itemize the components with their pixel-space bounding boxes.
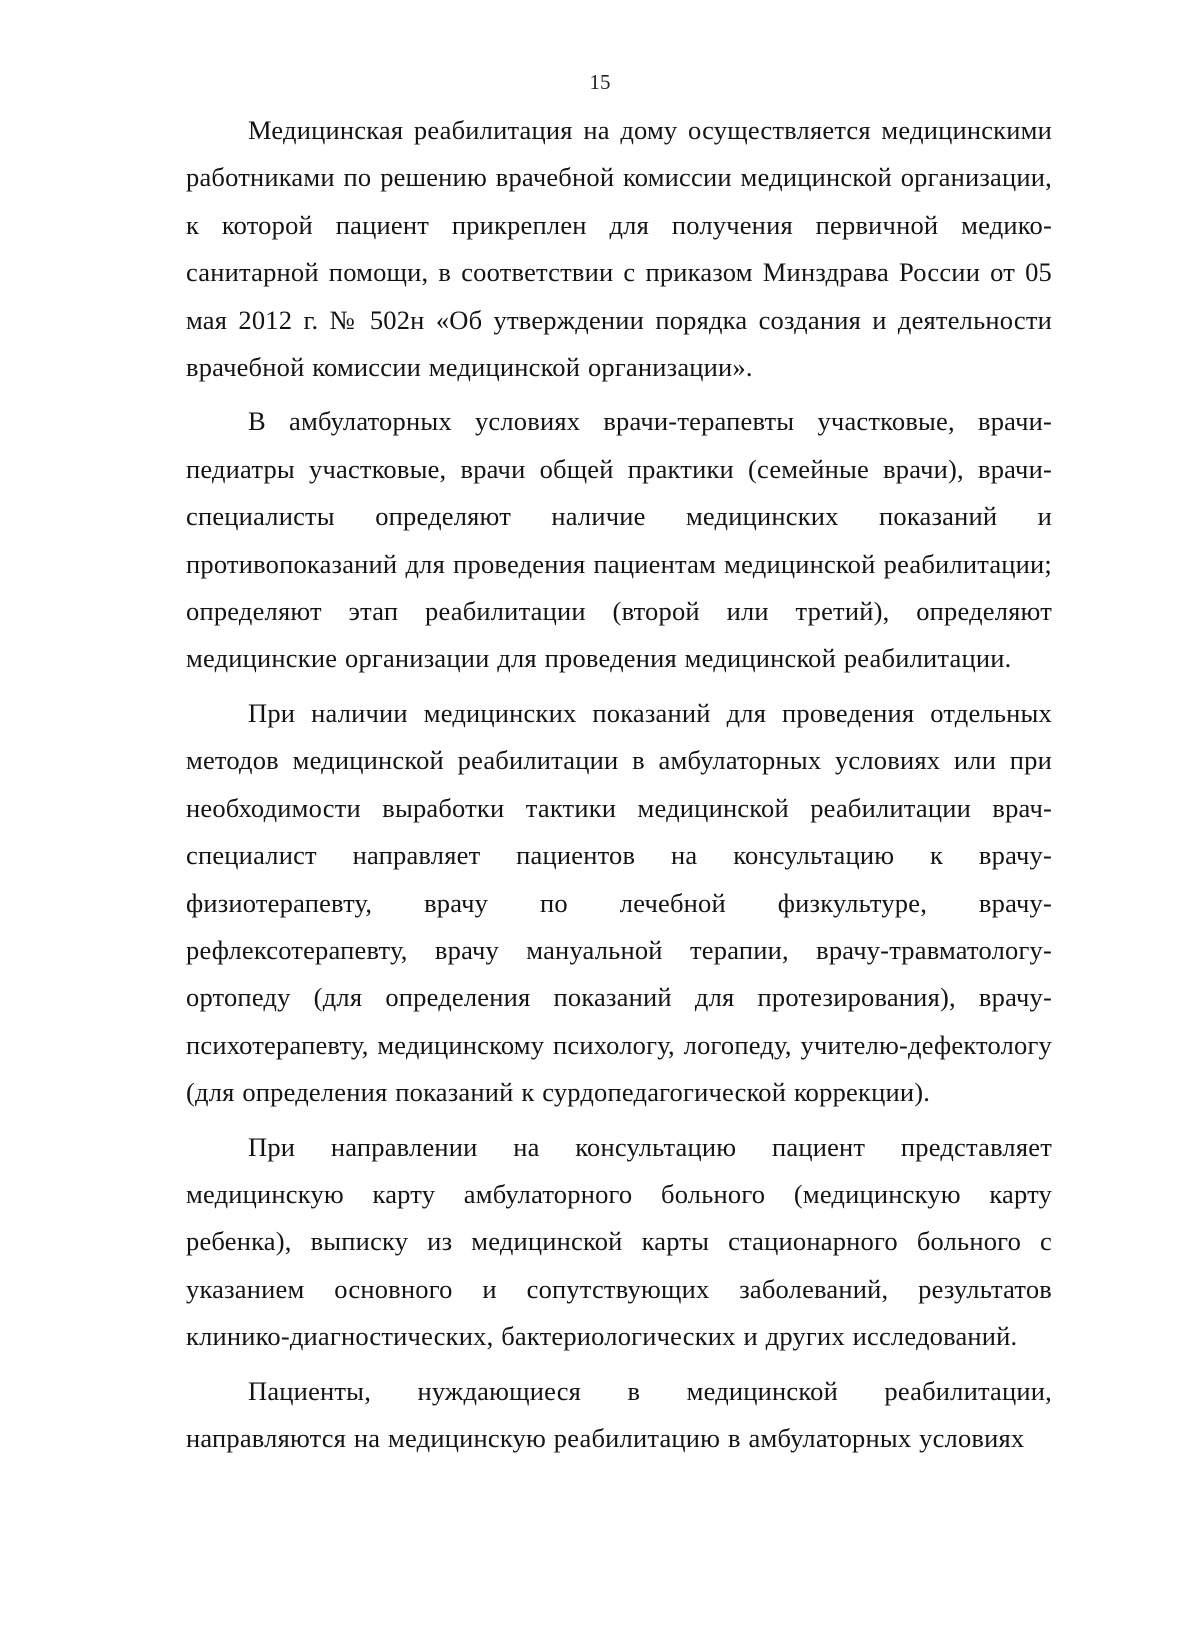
- document-body: [186, 107, 1052, 1469]
- paragraph-specialist-referral: При наличии медицинских показаний для проведения отдельных методов медицинской реабилитации в амбулаторных условиях или при необходимости выработки тактики медицинской реабилитации врач-специалист направляет пациентов на консультацию к врачу-физиотерапевту, врачу по лечебной физкультуре, врачу-рефлексотерапевту, врачу мануальной терапии, врачу-травматологу-ортопеду (для определения показаний для протезирования), врачу-психотерапевту, медицинскому психологу, логопеду, учителю-дефектологу (для определения показаний к сурдопедагогической коррекции).: [186, 697, 1052, 1108]
- paragraph-patients-referral: Пациенты, нуждающиеся в медицинской реабилитации, направляются на медицинскую реабилитацию в амбулаторных условиях: [186, 1375, 1052, 1453]
- paragraph-home-rehabilitation: Медицинская реабилитация на дому осуществляется медицинскими работниками по решению врачебной комиссии медицинской организации, к которой пациент прикреплен для получения первичной медико-санитарной помощи, в соответствии с приказом Минздрава России от 05 мая 2012 г. № 502н «Об утверждении порядка создания и деятельности врачебной комиссии медицинской организации».: [186, 115, 1052, 383]
- paragraph-consultation-documents: При направлении на консультацию пациент представляет медицинскую карту амбулаторного больного (медицинскую карту ребенка), выписку из медицинской карты стационарного больного с указанием основного и сопутствующих заболеваний, результатов клинико-диагностических, бактериологических и других исследований.: [186, 1131, 1052, 1352]
- paragraph-outpatient-physicians: В амбулаторных условиях врачи-терапевты участковые, врачи-педиатры участковые, врачи общей практики (семейные врачи), врачи-специалисты определяют наличие медицинских показаний и противопоказаний для проведения пациентам медицинской реабилитации; определяют этап реабилитации (второй или третий), определяют медицинские организации для проведения медицинской реабилитации.: [186, 406, 1052, 674]
- page-number: 15: [589, 70, 611, 94]
